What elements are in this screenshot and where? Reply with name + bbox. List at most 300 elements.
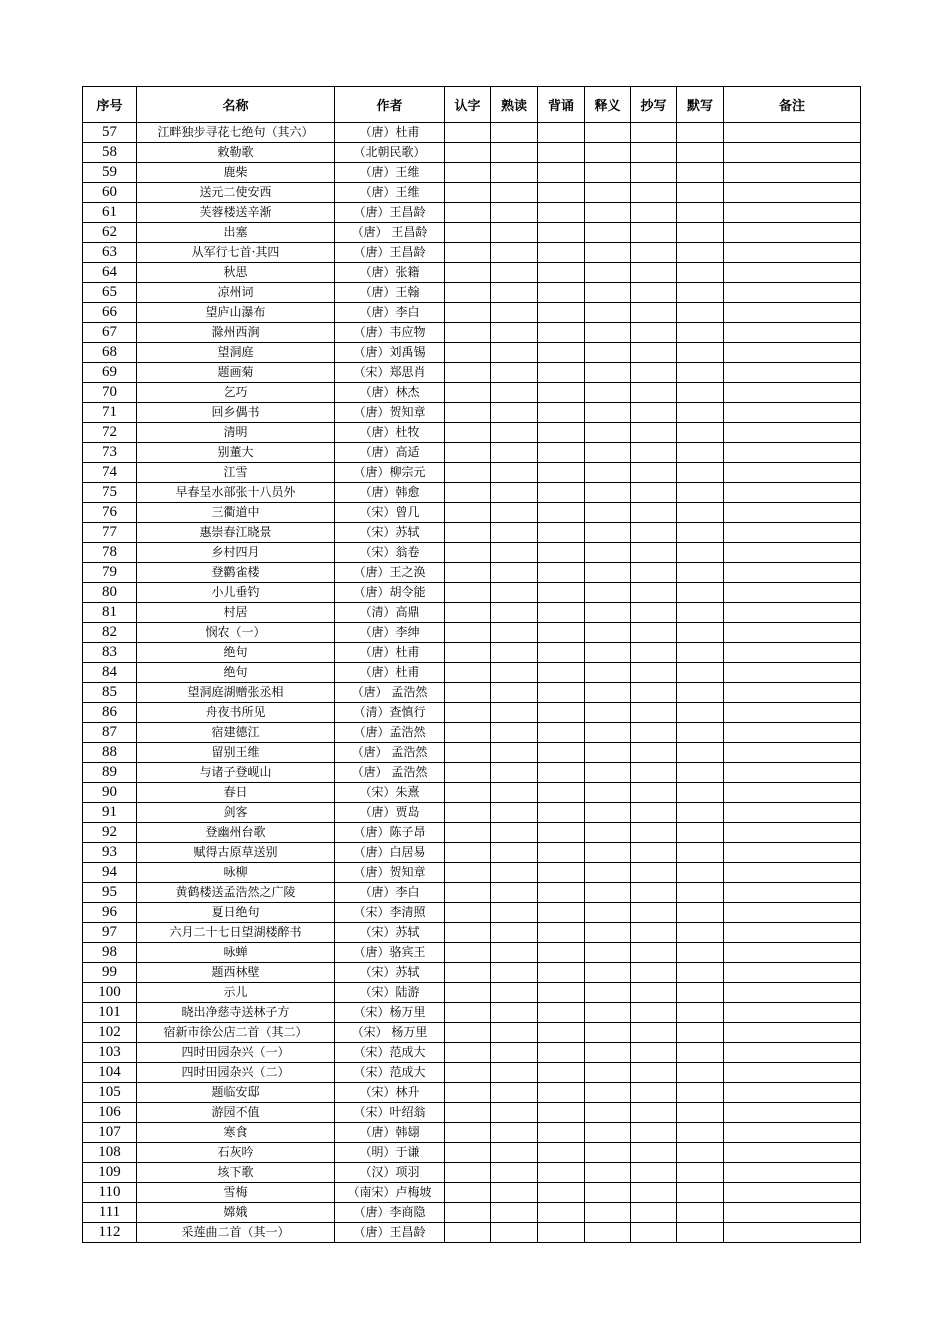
check-cell-recite[interactable]: [538, 1103, 585, 1123]
check-cell-read[interactable]: [491, 363, 538, 383]
check-cell-dictate[interactable]: [677, 363, 724, 383]
check-cell-copy[interactable]: [631, 383, 677, 403]
check-cell-copy[interactable]: [631, 143, 677, 163]
notes-cell[interactable]: [724, 603, 861, 623]
notes-cell[interactable]: [724, 723, 861, 743]
check-cell-recognize[interactable]: [445, 503, 491, 523]
notes-cell[interactable]: [724, 283, 861, 303]
check-cell-copy[interactable]: [631, 223, 677, 243]
check-cell-recite[interactable]: [538, 923, 585, 943]
notes-cell[interactable]: [724, 523, 861, 543]
check-cell-recognize[interactable]: [445, 1023, 491, 1043]
check-cell-explain[interactable]: [585, 603, 631, 623]
notes-cell[interactable]: [724, 503, 861, 523]
check-cell-recite[interactable]: [538, 143, 585, 163]
check-cell-read[interactable]: [491, 343, 538, 363]
check-cell-dictate[interactable]: [677, 1123, 724, 1143]
check-cell-read[interactable]: [491, 1203, 538, 1223]
check-cell-recite[interactable]: [538, 943, 585, 963]
notes-cell[interactable]: [724, 563, 861, 583]
check-cell-recite[interactable]: [538, 663, 585, 683]
notes-cell[interactable]: [724, 543, 861, 563]
check-cell-recognize[interactable]: [445, 223, 491, 243]
check-cell-recognize[interactable]: [445, 683, 491, 703]
check-cell-recognize[interactable]: [445, 543, 491, 563]
check-cell-copy[interactable]: [631, 1003, 677, 1023]
check-cell-recite[interactable]: [538, 783, 585, 803]
check-cell-recognize[interactable]: [445, 363, 491, 383]
notes-cell[interactable]: [724, 383, 861, 403]
check-cell-recognize[interactable]: [445, 383, 491, 403]
check-cell-explain[interactable]: [585, 1183, 631, 1203]
check-cell-copy[interactable]: [631, 943, 677, 963]
check-cell-copy[interactable]: [631, 903, 677, 923]
check-cell-read[interactable]: [491, 683, 538, 703]
notes-cell[interactable]: [724, 1223, 861, 1243]
check-cell-read[interactable]: [491, 463, 538, 483]
check-cell-explain[interactable]: [585, 243, 631, 263]
notes-cell[interactable]: [724, 1103, 861, 1123]
check-cell-read[interactable]: [491, 1023, 538, 1043]
check-cell-recite[interactable]: [538, 163, 585, 183]
check-cell-explain[interactable]: [585, 423, 631, 443]
check-cell-explain[interactable]: [585, 1203, 631, 1223]
check-cell-explain[interactable]: [585, 1083, 631, 1103]
check-cell-explain[interactable]: [585, 203, 631, 223]
check-cell-read[interactable]: [491, 723, 538, 743]
check-cell-recognize[interactable]: [445, 463, 491, 483]
check-cell-dictate[interactable]: [677, 743, 724, 763]
notes-cell[interactable]: [724, 743, 861, 763]
notes-cell[interactable]: [724, 1043, 861, 1063]
notes-cell[interactable]: [724, 1183, 861, 1203]
check-cell-recite[interactable]: [538, 423, 585, 443]
check-cell-dictate[interactable]: [677, 243, 724, 263]
check-cell-recite[interactable]: [538, 583, 585, 603]
check-cell-dictate[interactable]: [677, 643, 724, 663]
check-cell-dictate[interactable]: [677, 723, 724, 743]
check-cell-read[interactable]: [491, 123, 538, 143]
check-cell-recite[interactable]: [538, 1043, 585, 1063]
check-cell-recognize[interactable]: [445, 843, 491, 863]
check-cell-dictate[interactable]: [677, 263, 724, 283]
check-cell-recognize[interactable]: [445, 1143, 491, 1163]
check-cell-explain[interactable]: [585, 543, 631, 563]
check-cell-dictate[interactable]: [677, 123, 724, 143]
check-cell-read[interactable]: [491, 263, 538, 283]
check-cell-copy[interactable]: [631, 823, 677, 843]
check-cell-recite[interactable]: [538, 123, 585, 143]
check-cell-recite[interactable]: [538, 703, 585, 723]
check-cell-recognize[interactable]: [445, 823, 491, 843]
notes-cell[interactable]: [724, 1083, 861, 1103]
check-cell-copy[interactable]: [631, 763, 677, 783]
check-cell-recite[interactable]: [538, 1123, 585, 1143]
check-cell-dictate[interactable]: [677, 1103, 724, 1123]
check-cell-copy[interactable]: [631, 343, 677, 363]
notes-cell[interactable]: [724, 763, 861, 783]
check-cell-explain[interactable]: [585, 783, 631, 803]
check-cell-recognize[interactable]: [445, 343, 491, 363]
notes-cell[interactable]: [724, 263, 861, 283]
check-cell-copy[interactable]: [631, 183, 677, 203]
check-cell-read[interactable]: [491, 203, 538, 223]
check-cell-copy[interactable]: [631, 443, 677, 463]
check-cell-recite[interactable]: [538, 263, 585, 283]
check-cell-copy[interactable]: [631, 423, 677, 443]
check-cell-dictate[interactable]: [677, 143, 724, 163]
check-cell-explain[interactable]: [585, 363, 631, 383]
check-cell-explain[interactable]: [585, 883, 631, 903]
notes-cell[interactable]: [724, 1143, 861, 1163]
check-cell-explain[interactable]: [585, 463, 631, 483]
check-cell-read[interactable]: [491, 763, 538, 783]
check-cell-recognize[interactable]: [445, 943, 491, 963]
check-cell-dictate[interactable]: [677, 443, 724, 463]
check-cell-recognize[interactable]: [445, 1203, 491, 1223]
notes-cell[interactable]: [724, 963, 861, 983]
check-cell-recognize[interactable]: [445, 183, 491, 203]
check-cell-recite[interactable]: [538, 243, 585, 263]
check-cell-copy[interactable]: [631, 203, 677, 223]
check-cell-explain[interactable]: [585, 663, 631, 683]
notes-cell[interactable]: [724, 203, 861, 223]
check-cell-recite[interactable]: [538, 503, 585, 523]
check-cell-copy[interactable]: [631, 703, 677, 723]
notes-cell[interactable]: [724, 443, 861, 463]
notes-cell[interactable]: [724, 1203, 861, 1223]
check-cell-recite[interactable]: [538, 723, 585, 743]
check-cell-recognize[interactable]: [445, 643, 491, 663]
notes-cell[interactable]: [724, 223, 861, 243]
check-cell-explain[interactable]: [585, 803, 631, 823]
check-cell-explain[interactable]: [585, 303, 631, 323]
check-cell-dictate[interactable]: [677, 1043, 724, 1063]
check-cell-recite[interactable]: [538, 303, 585, 323]
check-cell-dictate[interactable]: [677, 1063, 724, 1083]
check-cell-read[interactable]: [491, 703, 538, 723]
check-cell-read[interactable]: [491, 663, 538, 683]
check-cell-read[interactable]: [491, 563, 538, 583]
notes-cell[interactable]: [724, 463, 861, 483]
check-cell-recognize[interactable]: [445, 903, 491, 923]
notes-cell[interactable]: [724, 903, 861, 923]
check-cell-copy[interactable]: [631, 923, 677, 943]
check-cell-copy[interactable]: [631, 363, 677, 383]
check-cell-recognize[interactable]: [445, 1183, 491, 1203]
check-cell-read[interactable]: [491, 1083, 538, 1103]
check-cell-copy[interactable]: [631, 263, 677, 283]
notes-cell[interactable]: [724, 1063, 861, 1083]
check-cell-explain[interactable]: [585, 163, 631, 183]
check-cell-copy[interactable]: [631, 1023, 677, 1043]
check-cell-read[interactable]: [491, 1063, 538, 1083]
check-cell-dictate[interactable]: [677, 823, 724, 843]
check-cell-recognize[interactable]: [445, 583, 491, 603]
check-cell-recognize[interactable]: [445, 963, 491, 983]
check-cell-dictate[interactable]: [677, 963, 724, 983]
notes-cell[interactable]: [724, 703, 861, 723]
check-cell-read[interactable]: [491, 643, 538, 663]
notes-cell[interactable]: [724, 623, 861, 643]
check-cell-recognize[interactable]: [445, 123, 491, 143]
check-cell-recognize[interactable]: [445, 443, 491, 463]
notes-cell[interactable]: [724, 483, 861, 503]
check-cell-dictate[interactable]: [677, 1223, 724, 1243]
check-cell-dictate[interactable]: [677, 1163, 724, 1183]
notes-cell[interactable]: [724, 123, 861, 143]
check-cell-recite[interactable]: [538, 403, 585, 423]
notes-cell[interactable]: [724, 403, 861, 423]
check-cell-recite[interactable]: [538, 883, 585, 903]
check-cell-recite[interactable]: [538, 383, 585, 403]
check-cell-dictate[interactable]: [677, 323, 724, 343]
check-cell-copy[interactable]: [631, 743, 677, 763]
check-cell-dictate[interactable]: [677, 683, 724, 703]
check-cell-recognize[interactable]: [445, 1103, 491, 1123]
check-cell-recite[interactable]: [538, 763, 585, 783]
check-cell-recognize[interactable]: [445, 803, 491, 823]
check-cell-explain[interactable]: [585, 343, 631, 363]
check-cell-dictate[interactable]: [677, 863, 724, 883]
check-cell-recite[interactable]: [538, 1003, 585, 1023]
check-cell-explain[interactable]: [585, 903, 631, 923]
check-cell-dictate[interactable]: [677, 303, 724, 323]
check-cell-dictate[interactable]: [677, 563, 724, 583]
check-cell-explain[interactable]: [585, 623, 631, 643]
check-cell-copy[interactable]: [631, 1183, 677, 1203]
check-cell-explain[interactable]: [585, 1003, 631, 1023]
check-cell-dictate[interactable]: [677, 1023, 724, 1043]
check-cell-dictate[interactable]: [677, 343, 724, 363]
check-cell-recognize[interactable]: [445, 563, 491, 583]
notes-cell[interactable]: [724, 583, 861, 603]
check-cell-recognize[interactable]: [445, 1223, 491, 1243]
check-cell-explain[interactable]: [585, 443, 631, 463]
check-cell-read[interactable]: [491, 923, 538, 943]
check-cell-explain[interactable]: [585, 223, 631, 243]
check-cell-recognize[interactable]: [445, 783, 491, 803]
check-cell-read[interactable]: [491, 943, 538, 963]
check-cell-explain[interactable]: [585, 143, 631, 163]
notes-cell[interactable]: [724, 1163, 861, 1183]
check-cell-dictate[interactable]: [677, 583, 724, 603]
check-cell-recite[interactable]: [538, 863, 585, 883]
notes-cell[interactable]: [724, 803, 861, 823]
check-cell-copy[interactable]: [631, 643, 677, 663]
check-cell-recognize[interactable]: [445, 743, 491, 763]
check-cell-explain[interactable]: [585, 1103, 631, 1123]
check-cell-recite[interactable]: [538, 563, 585, 583]
check-cell-recognize[interactable]: [445, 1003, 491, 1023]
check-cell-recognize[interactable]: [445, 1063, 491, 1083]
check-cell-explain[interactable]: [585, 923, 631, 943]
check-cell-copy[interactable]: [631, 1043, 677, 1063]
check-cell-read[interactable]: [491, 483, 538, 503]
check-cell-read[interactable]: [491, 403, 538, 423]
check-cell-copy[interactable]: [631, 723, 677, 743]
check-cell-dictate[interactable]: [677, 1183, 724, 1203]
check-cell-read[interactable]: [491, 1183, 538, 1203]
check-cell-read[interactable]: [491, 1103, 538, 1123]
check-cell-read[interactable]: [491, 1003, 538, 1023]
check-cell-explain[interactable]: [585, 323, 631, 343]
check-cell-read[interactable]: [491, 223, 538, 243]
notes-cell[interactable]: [724, 343, 861, 363]
check-cell-copy[interactable]: [631, 683, 677, 703]
check-cell-dictate[interactable]: [677, 203, 724, 223]
check-cell-copy[interactable]: [631, 463, 677, 483]
check-cell-dictate[interactable]: [677, 423, 724, 443]
check-cell-recite[interactable]: [538, 643, 585, 663]
check-cell-dictate[interactable]: [677, 283, 724, 303]
check-cell-explain[interactable]: [585, 1043, 631, 1063]
check-cell-dictate[interactable]: [677, 163, 724, 183]
check-cell-dictate[interactable]: [677, 383, 724, 403]
check-cell-dictate[interactable]: [677, 703, 724, 723]
check-cell-dictate[interactable]: [677, 1083, 724, 1103]
check-cell-recognize[interactable]: [445, 483, 491, 503]
check-cell-explain[interactable]: [585, 563, 631, 583]
notes-cell[interactable]: [724, 863, 861, 883]
notes-cell[interactable]: [724, 1003, 861, 1023]
check-cell-explain[interactable]: [585, 963, 631, 983]
check-cell-explain[interactable]: [585, 183, 631, 203]
check-cell-recite[interactable]: [538, 1023, 585, 1043]
notes-cell[interactable]: [724, 783, 861, 803]
check-cell-recognize[interactable]: [445, 723, 491, 743]
check-cell-copy[interactable]: [631, 323, 677, 343]
check-cell-copy[interactable]: [631, 963, 677, 983]
check-cell-recognize[interactable]: [445, 243, 491, 263]
check-cell-dictate[interactable]: [677, 803, 724, 823]
check-cell-dictate[interactable]: [677, 903, 724, 923]
check-cell-copy[interactable]: [631, 523, 677, 543]
check-cell-copy[interactable]: [631, 403, 677, 423]
check-cell-copy[interactable]: [631, 163, 677, 183]
check-cell-explain[interactable]: [585, 1023, 631, 1043]
check-cell-recognize[interactable]: [445, 1123, 491, 1143]
check-cell-read[interactable]: [491, 1163, 538, 1183]
check-cell-explain[interactable]: [585, 503, 631, 523]
notes-cell[interactable]: [724, 423, 861, 443]
check-cell-explain[interactable]: [585, 1123, 631, 1143]
check-cell-recognize[interactable]: [445, 623, 491, 643]
check-cell-dictate[interactable]: [677, 623, 724, 643]
check-cell-read[interactable]: [491, 623, 538, 643]
check-cell-recognize[interactable]: [445, 523, 491, 543]
check-cell-copy[interactable]: [631, 1123, 677, 1143]
check-cell-read[interactable]: [491, 283, 538, 303]
check-cell-read[interactable]: [491, 423, 538, 443]
check-cell-read[interactable]: [491, 323, 538, 343]
check-cell-copy[interactable]: [631, 803, 677, 823]
check-cell-recognize[interactable]: [445, 703, 491, 723]
notes-cell[interactable]: [724, 663, 861, 683]
check-cell-explain[interactable]: [585, 863, 631, 883]
check-cell-explain[interactable]: [585, 403, 631, 423]
check-cell-recite[interactable]: [538, 1203, 585, 1223]
notes-cell[interactable]: [724, 1023, 861, 1043]
check-cell-dictate[interactable]: [677, 543, 724, 563]
check-cell-read[interactable]: [491, 183, 538, 203]
check-cell-recite[interactable]: [538, 1183, 585, 1203]
check-cell-read[interactable]: [491, 303, 538, 323]
check-cell-recognize[interactable]: [445, 323, 491, 343]
check-cell-copy[interactable]: [631, 783, 677, 803]
check-cell-explain[interactable]: [585, 1223, 631, 1243]
check-cell-copy[interactable]: [631, 483, 677, 503]
check-cell-dictate[interactable]: [677, 983, 724, 1003]
check-cell-recite[interactable]: [538, 203, 585, 223]
check-cell-recite[interactable]: [538, 363, 585, 383]
check-cell-dictate[interactable]: [677, 503, 724, 523]
check-cell-read[interactable]: [491, 963, 538, 983]
notes-cell[interactable]: [724, 323, 861, 343]
check-cell-copy[interactable]: [631, 243, 677, 263]
check-cell-explain[interactable]: [585, 763, 631, 783]
check-cell-read[interactable]: [491, 1043, 538, 1063]
check-cell-explain[interactable]: [585, 523, 631, 543]
check-cell-copy[interactable]: [631, 503, 677, 523]
check-cell-recognize[interactable]: [445, 283, 491, 303]
check-cell-recognize[interactable]: [445, 423, 491, 443]
check-cell-dictate[interactable]: [677, 183, 724, 203]
check-cell-read[interactable]: [491, 903, 538, 923]
check-cell-copy[interactable]: [631, 1163, 677, 1183]
check-cell-explain[interactable]: [585, 823, 631, 843]
notes-cell[interactable]: [724, 183, 861, 203]
check-cell-dictate[interactable]: [677, 1203, 724, 1223]
check-cell-read[interactable]: [491, 1123, 538, 1143]
check-cell-read[interactable]: [491, 863, 538, 883]
check-cell-dictate[interactable]: [677, 783, 724, 803]
check-cell-copy[interactable]: [631, 303, 677, 323]
check-cell-recognize[interactable]: [445, 163, 491, 183]
check-cell-read[interactable]: [491, 983, 538, 1003]
check-cell-read[interactable]: [491, 163, 538, 183]
check-cell-copy[interactable]: [631, 1103, 677, 1123]
check-cell-recite[interactable]: [538, 443, 585, 463]
check-cell-recite[interactable]: [538, 1143, 585, 1163]
check-cell-recite[interactable]: [538, 1063, 585, 1083]
check-cell-dictate[interactable]: [677, 483, 724, 503]
check-cell-copy[interactable]: [631, 563, 677, 583]
check-cell-recite[interactable]: [538, 743, 585, 763]
check-cell-explain[interactable]: [585, 123, 631, 143]
notes-cell[interactable]: [724, 363, 861, 383]
check-cell-recite[interactable]: [538, 843, 585, 863]
check-cell-copy[interactable]: [631, 863, 677, 883]
check-cell-copy[interactable]: [631, 883, 677, 903]
check-cell-recite[interactable]: [538, 803, 585, 823]
check-cell-explain[interactable]: [585, 383, 631, 403]
check-cell-copy[interactable]: [631, 1083, 677, 1103]
check-cell-recognize[interactable]: [445, 403, 491, 423]
check-cell-recite[interactable]: [538, 963, 585, 983]
check-cell-recite[interactable]: [538, 543, 585, 563]
check-cell-dictate[interactable]: [677, 523, 724, 543]
check-cell-recognize[interactable]: [445, 863, 491, 883]
notes-cell[interactable]: [724, 943, 861, 963]
check-cell-explain[interactable]: [585, 843, 631, 863]
check-cell-explain[interactable]: [585, 1143, 631, 1163]
check-cell-copy[interactable]: [631, 1063, 677, 1083]
check-cell-copy[interactable]: [631, 583, 677, 603]
check-cell-explain[interactable]: [585, 943, 631, 963]
check-cell-copy[interactable]: [631, 543, 677, 563]
check-cell-read[interactable]: [491, 603, 538, 623]
